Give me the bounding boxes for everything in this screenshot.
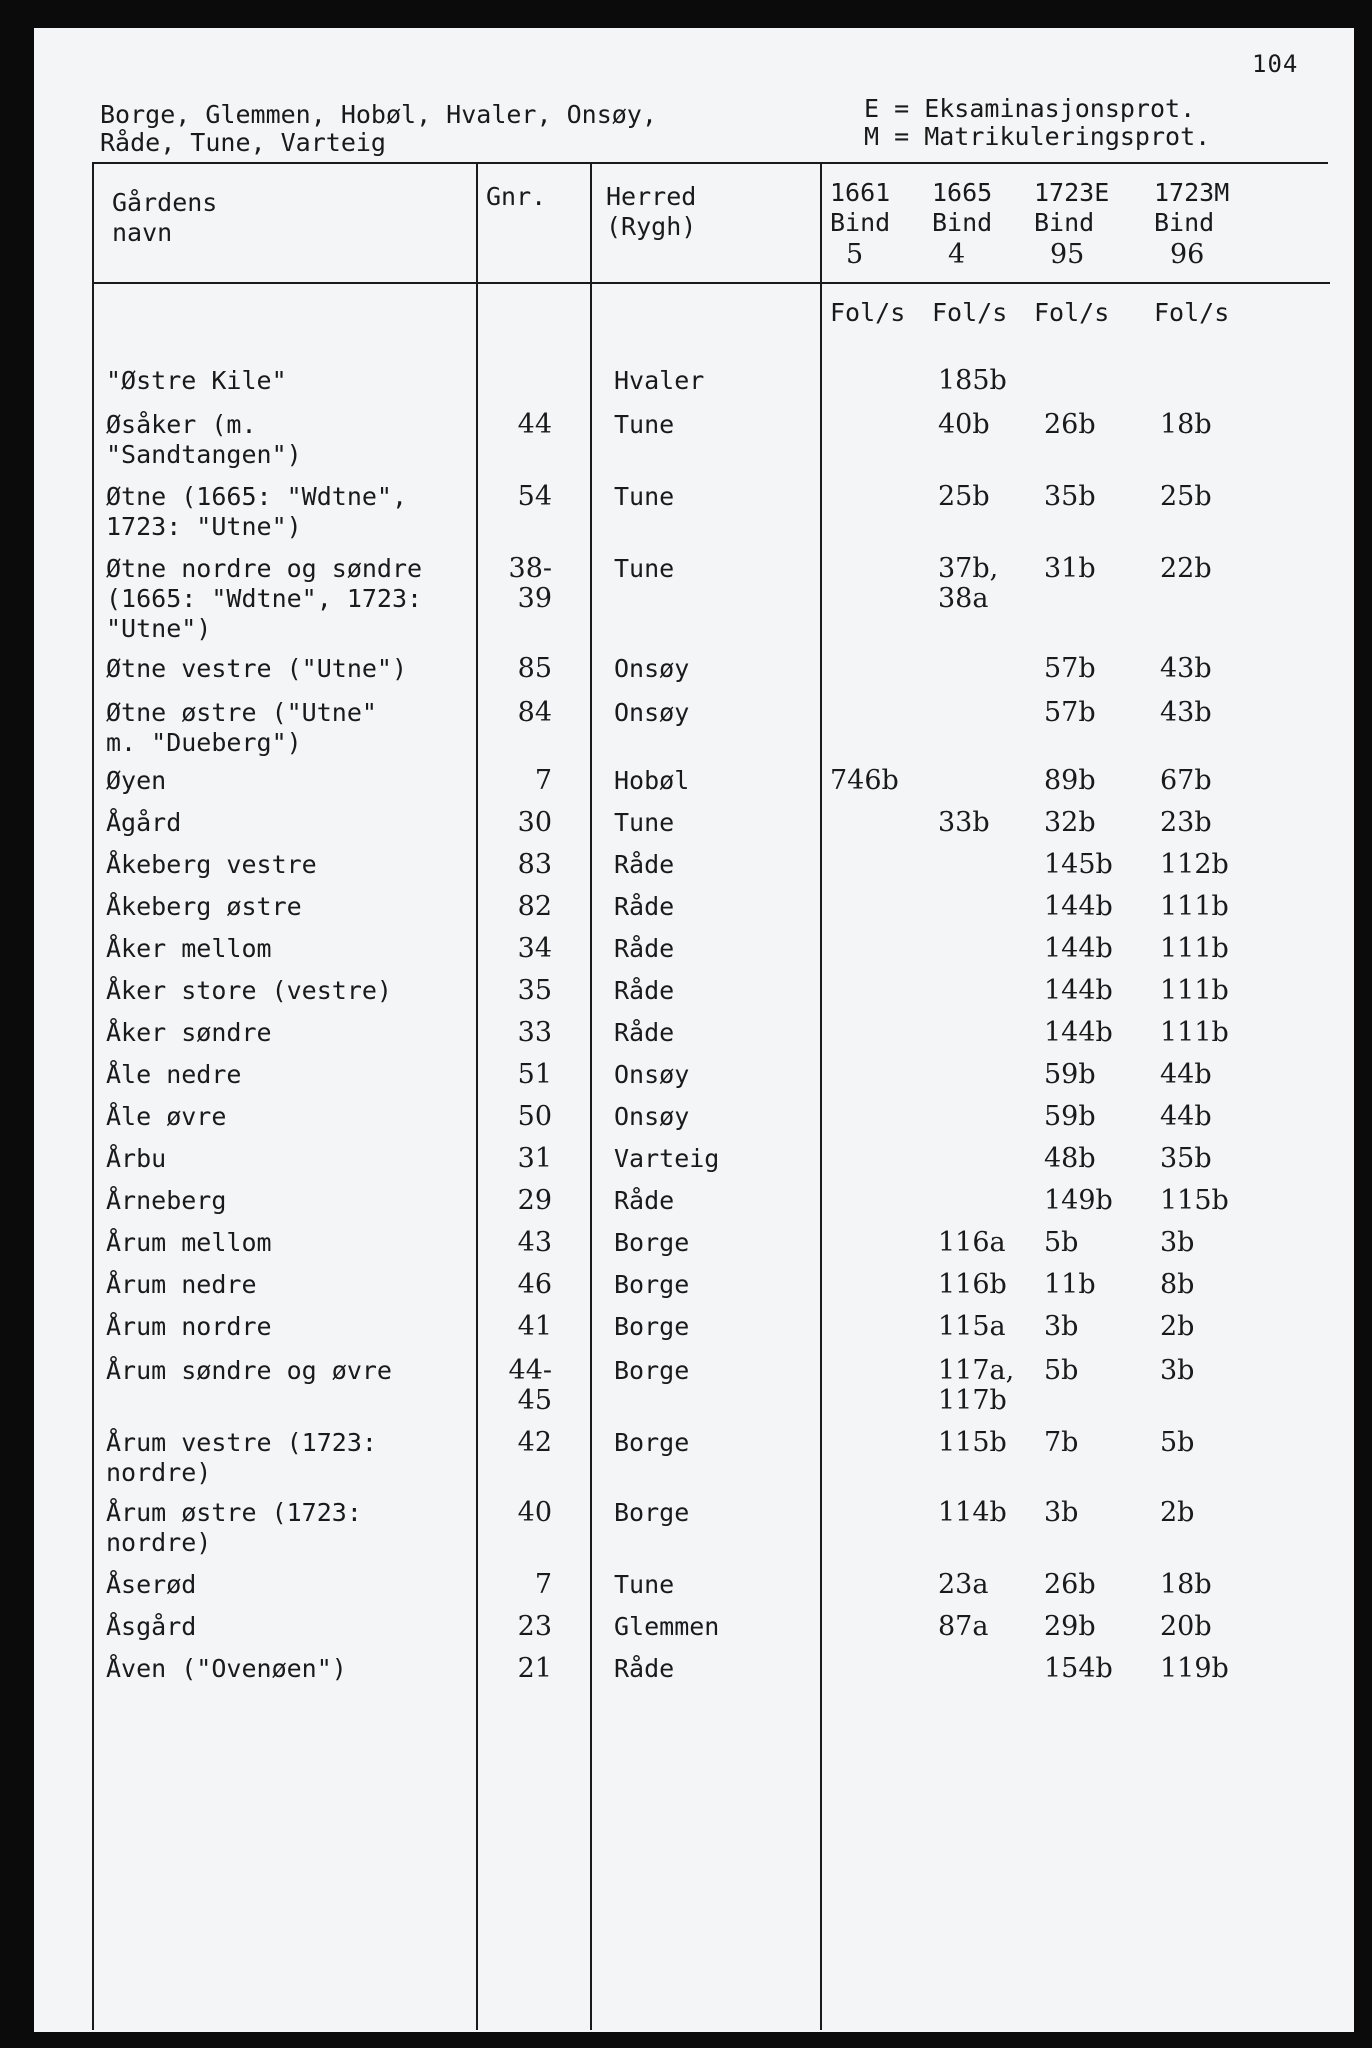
cell-gnr: 50 bbox=[517, 1101, 552, 1132]
cell-1723m: 43b bbox=[1160, 697, 1212, 728]
cell-1723m: 5b bbox=[1160, 1427, 1195, 1458]
cell-1665: 115a bbox=[938, 1311, 1006, 1342]
column-header-1723e: 1723E Bind bbox=[1034, 178, 1110, 237]
cell-1665: 116a bbox=[938, 1227, 1006, 1258]
cell-1723e: 3b bbox=[1044, 1497, 1079, 1528]
cell-herred: Råde bbox=[614, 850, 675, 879]
cell-herred: Onsøy bbox=[614, 1060, 690, 1089]
gnr-column-divider bbox=[476, 162, 478, 2030]
cell-1723m: 43b bbox=[1160, 653, 1212, 684]
cell-name: Øtne østre ("Utne" m. "Dueberg") bbox=[106, 698, 377, 757]
legend-e: E = Eksaminasjonsprot. bbox=[864, 94, 1196, 123]
cell-name: Åker mellom bbox=[106, 934, 272, 963]
cell-1723e: 5b bbox=[1044, 1227, 1079, 1258]
cell-herred: Borge bbox=[614, 1356, 690, 1385]
page-number: 104 bbox=[1252, 50, 1299, 78]
cell-1723e: 144b bbox=[1044, 975, 1113, 1006]
cell-1723m: 3b bbox=[1160, 1227, 1195, 1258]
cell-herred: Onsøy bbox=[614, 654, 690, 683]
cell-1723e: 32b bbox=[1044, 807, 1096, 838]
cell-name: Årneberg bbox=[106, 1186, 227, 1215]
cell-1723e: 26b bbox=[1044, 1569, 1096, 1600]
bind-number-1723m: 96 bbox=[1170, 239, 1205, 270]
cell-1665: 33b bbox=[938, 807, 990, 838]
cell-1665: 185b bbox=[938, 365, 1007, 396]
cell-1723e: 29b bbox=[1044, 1611, 1096, 1642]
cell-gnr: 7 bbox=[534, 765, 552, 796]
cell-gnr: 38- 39 bbox=[508, 553, 552, 614]
year-columns-divider bbox=[820, 162, 822, 2030]
cell-name: Årbu bbox=[106, 1144, 167, 1173]
cell-1723m: 111b bbox=[1160, 933, 1229, 964]
cell-gnr: 30 bbox=[517, 807, 552, 838]
cell-name: Årum søndre og øvre bbox=[106, 1356, 392, 1385]
cell-1723e: 31b bbox=[1044, 553, 1096, 584]
title-line-2: Råde, Tune, Varteig bbox=[100, 128, 386, 157]
cell-gnr: 44 bbox=[517, 409, 552, 440]
cell-herred: Onsøy bbox=[614, 1102, 690, 1131]
cell-herred: Borge bbox=[614, 1270, 690, 1299]
cell-herred: Tune bbox=[614, 808, 675, 837]
cell-1723e: 57b bbox=[1044, 697, 1096, 728]
cell-1723e: 35b bbox=[1044, 481, 1096, 512]
cell-name: Øsåker (m. "Sandtangen") bbox=[106, 410, 302, 469]
cell-gnr: 31 bbox=[517, 1143, 552, 1174]
cell-gnr: 46 bbox=[517, 1269, 552, 1300]
title-line-1: Borge, Glemmen, Hobøl, Hvaler, Onsøy, bbox=[100, 100, 657, 129]
cell-name: Årum vestre (1723: nordre) bbox=[106, 1428, 377, 1487]
cell-name: Årum mellom bbox=[106, 1228, 272, 1257]
cell-name: Ågård bbox=[106, 808, 182, 837]
cell-gnr: 29 bbox=[517, 1185, 552, 1216]
cell-gnr: 7 bbox=[534, 1569, 552, 1600]
cell-herred: Borge bbox=[614, 1498, 690, 1527]
table-left-border bbox=[92, 162, 94, 2030]
cell-herred: Tune bbox=[614, 410, 675, 439]
cell-gnr: 40 bbox=[517, 1497, 552, 1528]
cell-1723m: 20b bbox=[1160, 1611, 1212, 1642]
cell-1665: 114b bbox=[938, 1497, 1007, 1528]
cell-1723m: 111b bbox=[1160, 1017, 1229, 1048]
cell-1723m: 111b bbox=[1160, 891, 1229, 922]
column-header-1723m: 1723M Bind bbox=[1154, 178, 1230, 237]
cell-herred: Råde bbox=[614, 934, 675, 963]
table-top-rule bbox=[92, 162, 1328, 164]
cell-gnr: 43 bbox=[517, 1227, 552, 1258]
cell-1723e: 5b bbox=[1044, 1355, 1079, 1386]
cell-herred: Borge bbox=[614, 1428, 690, 1457]
document-page bbox=[34, 28, 1354, 2032]
cell-1723m: 35b bbox=[1160, 1143, 1212, 1174]
cell-1723m: 18b bbox=[1160, 1569, 1212, 1600]
cell-herred: Hvaler bbox=[614, 366, 705, 395]
cell-name: Åkeberg østre bbox=[106, 892, 302, 921]
cell-1665: 40b bbox=[938, 409, 990, 440]
cell-gnr: 41 bbox=[517, 1311, 552, 1342]
cell-1723e: 3b bbox=[1044, 1311, 1079, 1342]
cell-gnr: 51 bbox=[517, 1059, 552, 1090]
cell-herred: Tune bbox=[614, 482, 675, 511]
cell-gnr: 21 bbox=[517, 1653, 552, 1684]
cell-name: Åkeberg vestre bbox=[106, 850, 317, 879]
cell-1723e: 26b bbox=[1044, 409, 1096, 440]
cell-name: Øtne nordre og søndre (1665: "Wdtne", 1723: "Utne") bbox=[106, 554, 423, 643]
cell-1723m: 111b bbox=[1160, 975, 1229, 1006]
cell-name: Åserød bbox=[106, 1570, 197, 1599]
cell-herred: Råde bbox=[614, 1018, 675, 1047]
cell-name: Åker søndre bbox=[106, 1018, 272, 1047]
cell-1723m: 115b bbox=[1160, 1185, 1229, 1216]
cell-herred: Onsøy bbox=[614, 698, 690, 727]
cell-1723m: 119b bbox=[1160, 1653, 1229, 1684]
herred-column-divider bbox=[590, 162, 592, 2030]
cell-1723m: 22b bbox=[1160, 553, 1212, 584]
fol-label-1665: Fol/s bbox=[932, 298, 1008, 327]
cell-herred: Råde bbox=[614, 1186, 675, 1215]
cell-gnr: 34 bbox=[517, 933, 552, 964]
cell-1723e: 59b bbox=[1044, 1101, 1096, 1132]
cell-herred: Borge bbox=[614, 1228, 690, 1257]
cell-gnr: 35 bbox=[517, 975, 552, 1006]
table-header-rule bbox=[92, 282, 1330, 284]
cell-1723e: 154b bbox=[1044, 1653, 1113, 1684]
cell-1723e: 11b bbox=[1044, 1269, 1096, 1300]
cell-name: Øyen bbox=[106, 766, 167, 795]
cell-1723e: 48b bbox=[1044, 1143, 1096, 1174]
cell-1723m: 25b bbox=[1160, 481, 1212, 512]
cell-1723e: 144b bbox=[1044, 933, 1113, 964]
column-header-name: Gårdens navn bbox=[112, 188, 218, 247]
cell-1723m: 18b bbox=[1160, 409, 1212, 440]
cell-herred: Hobøl bbox=[614, 766, 690, 795]
cell-1723m: 23b bbox=[1160, 807, 1212, 838]
fol-label-1723m: Fol/s bbox=[1154, 298, 1230, 327]
cell-gnr: 54 bbox=[517, 481, 552, 512]
bind-number-1661: 5 bbox=[846, 239, 864, 270]
cell-gnr: 84 bbox=[517, 697, 552, 728]
cell-name: Øtne vestre ("Utne") bbox=[106, 654, 408, 683]
cell-1723m: 44b bbox=[1160, 1101, 1212, 1132]
cell-gnr: 33 bbox=[517, 1017, 552, 1048]
cell-herred: Råde bbox=[614, 976, 675, 1005]
cell-name: Åle nedre bbox=[106, 1060, 242, 1089]
cell-1665: 37b, 38a bbox=[938, 553, 999, 614]
cell-name: Årum østre (1723: nordre) bbox=[106, 1498, 362, 1557]
cell-1723e: 59b bbox=[1044, 1059, 1096, 1090]
cell-1665: 87a bbox=[938, 1611, 989, 1642]
column-header-herred: Herred (Rygh) bbox=[606, 182, 697, 241]
cell-gnr: 23 bbox=[517, 1611, 552, 1642]
cell-1665: 115b bbox=[938, 1427, 1007, 1458]
cell-herred: Tune bbox=[614, 554, 675, 583]
cell-name: Åven ("Ovenøen") bbox=[106, 1654, 347, 1683]
cell-gnr: 83 bbox=[517, 849, 552, 880]
cell-1723e: 144b bbox=[1044, 1017, 1113, 1048]
cell-1723e: 144b bbox=[1044, 891, 1113, 922]
cell-herred: Råde bbox=[614, 892, 675, 921]
column-header-1661: 1661 Bind bbox=[830, 178, 891, 237]
cell-name: Åsgård bbox=[106, 1612, 197, 1641]
cell-herred: Borge bbox=[614, 1312, 690, 1341]
cell-1723e: 145b bbox=[1044, 849, 1113, 880]
bind-number-1723e: 95 bbox=[1050, 239, 1085, 270]
cell-1723e: 89b bbox=[1044, 765, 1096, 796]
cell-gnr: 44- 45 bbox=[508, 1355, 552, 1416]
cell-1723e: 57b bbox=[1044, 653, 1096, 684]
cell-name: "Østre Kile" bbox=[106, 366, 287, 395]
cell-1723m: 8b bbox=[1160, 1269, 1195, 1300]
cell-name: Åle øvre bbox=[106, 1102, 227, 1131]
cell-1723m: 67b bbox=[1160, 765, 1212, 796]
cell-1723e: 7b bbox=[1044, 1427, 1079, 1458]
cell-1723m: 112b bbox=[1160, 849, 1229, 880]
cell-1665: 117a, 117b bbox=[938, 1355, 1015, 1416]
column-header-gnr: Gnr. bbox=[486, 182, 547, 211]
cell-herred: Glemmen bbox=[614, 1612, 720, 1641]
cell-1665: 25b bbox=[938, 481, 990, 512]
cell-1661: 746b bbox=[830, 765, 899, 796]
cell-1723e: 149b bbox=[1044, 1185, 1113, 1216]
fol-label-1661: Fol/s bbox=[830, 298, 906, 327]
cell-gnr: 42 bbox=[517, 1427, 552, 1458]
cell-herred: Råde bbox=[614, 1654, 675, 1683]
cell-name: Årum nordre bbox=[106, 1312, 272, 1341]
cell-1723m: 44b bbox=[1160, 1059, 1212, 1090]
cell-1665: 116b bbox=[938, 1269, 1007, 1300]
cell-1723m: 2b bbox=[1160, 1497, 1195, 1528]
cell-name: Åker store (vestre) bbox=[106, 976, 392, 1005]
bind-number-1665: 4 bbox=[948, 239, 966, 270]
cell-gnr: 85 bbox=[517, 653, 552, 684]
cell-herred: Tune bbox=[614, 1570, 675, 1599]
legend-m: M = Matrikuleringsprot. bbox=[864, 122, 1211, 151]
fol-label-1723e: Fol/s bbox=[1034, 298, 1110, 327]
cell-1723m: 3b bbox=[1160, 1355, 1195, 1386]
cell-herred: Varteig bbox=[614, 1144, 720, 1173]
cell-name: Årum nedre bbox=[106, 1270, 257, 1299]
cell-1665: 23a bbox=[938, 1569, 989, 1600]
cell-1723m: 2b bbox=[1160, 1311, 1195, 1342]
cell-gnr: 82 bbox=[517, 891, 552, 922]
cell-name: Øtne (1665: "Wdtne", 1723: "Utne") bbox=[106, 482, 408, 541]
column-header-1665: 1665 Bind bbox=[932, 178, 993, 237]
